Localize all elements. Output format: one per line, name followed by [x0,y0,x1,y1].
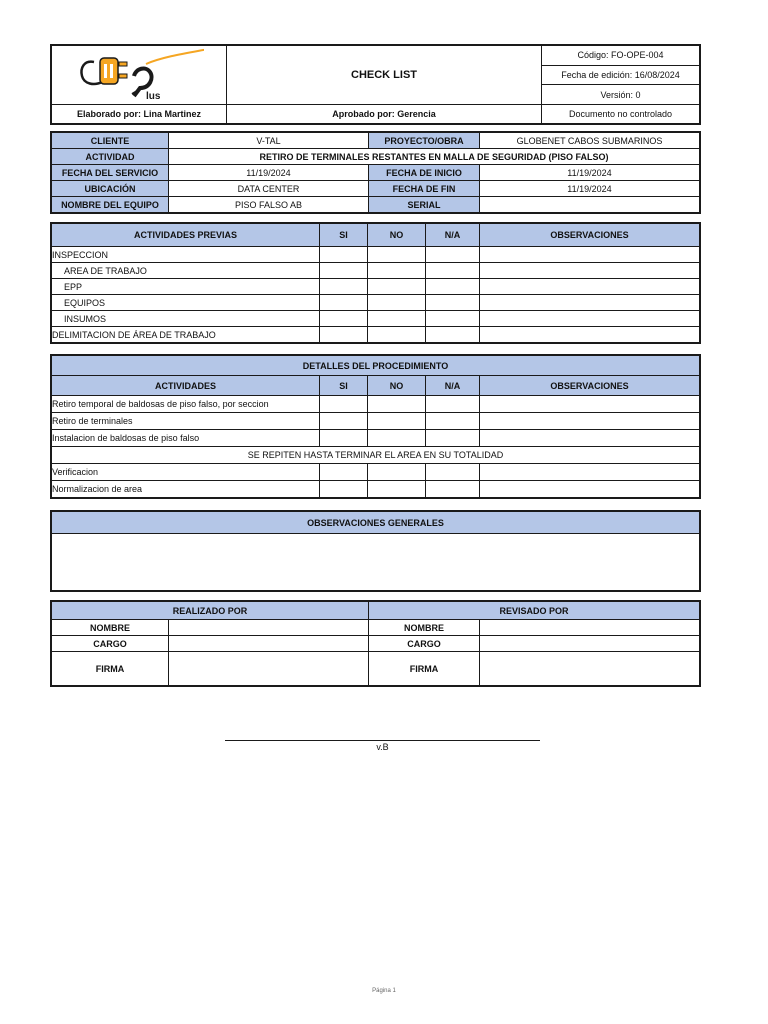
start-date-value[interactable]: 11/19/2024 [480,165,700,181]
check-na[interactable] [426,481,480,498]
general-observations-title: OBSERVACIONES GENERALES [52,512,700,534]
check-no[interactable] [368,327,426,343]
end-date-value[interactable]: 11/19/2024 [480,181,700,197]
check-si[interactable] [320,279,368,295]
observation-cell[interactable] [480,413,700,430]
col-na: N/A [426,224,480,247]
activity-name: EQUIPOS [52,295,320,311]
service-date-label: FECHA DEL SERVICIO [52,165,169,181]
check-na[interactable] [426,327,480,343]
reviewed-by-signature-field[interactable] [480,652,700,686]
service-info-table [50,131,701,214]
check-na[interactable] [426,263,480,279]
check-si[interactable] [320,327,368,343]
reviewed-by-name-field[interactable] [480,620,700,636]
logo-text: lus [146,91,161,102]
col-na: N/A [426,376,480,396]
check-no[interactable] [368,279,426,295]
check-si[interactable] [320,413,368,430]
done-by-name-label: NOMBRE [52,620,169,636]
activity-value[interactable]: RETIRO DE TERMINALES RESTANTES EN MALLA DE SEGURIDAD (PISO FALSO) [169,149,700,165]
table-row [52,413,700,430]
check-no[interactable] [368,247,426,263]
end-date-label: FECHA DE FIN [369,181,480,197]
procedure-step: Retiro temporal de baldosas de piso falso, por seccion [52,396,320,413]
check-na[interactable] [426,396,480,413]
observation-cell[interactable] [480,396,700,413]
col-activities: ACTIVIDADES [52,376,320,396]
repeat-note: SE REPITEN HASTA TERMINAR EL AREA EN SU TOTALIDAD [52,447,700,464]
reviewed-by-role-field[interactable] [480,636,700,652]
activity-name: INSPECCION [52,247,320,263]
observation-cell[interactable] [480,464,700,481]
check-na[interactable] [426,464,480,481]
activity-label: ACTIVIDAD [52,149,169,165]
table-row [52,279,700,295]
document-status: Documento no controlado [542,105,700,124]
table-row [52,396,700,413]
col-si: SI [320,376,368,396]
check-na[interactable] [426,413,480,430]
table-row [52,430,700,447]
company-logo [52,46,227,105]
done-by-header: REALIZADO POR [52,602,369,620]
check-na[interactable] [426,279,480,295]
check-si[interactable] [320,263,368,279]
procedure-step: Instalacion de baldosas de piso falso [52,430,320,447]
procedure-step: Retiro de terminales [52,413,320,430]
check-si[interactable] [320,311,368,327]
col-no: NO [368,376,426,396]
done-by-role-field[interactable] [169,636,369,652]
observation-cell[interactable] [480,481,700,498]
table-row [52,311,700,327]
project-label: PROYECTO/OBRA [369,133,480,149]
observation-cell[interactable] [480,279,700,295]
serial-value[interactable] [480,197,700,213]
check-no[interactable] [368,481,426,498]
approved-by: Aprobado por: Gerencia [227,105,542,124]
done-by-signature-label: FIRMA [52,652,169,686]
check-si[interactable] [320,295,368,311]
procedure-title: DETALLES DEL PROCEDIMIENTO [52,356,700,376]
col-no: NO [368,224,426,247]
observation-cell[interactable] [480,295,700,311]
previous-activities-table [50,222,701,344]
reviewed-by-role-label: CARGO [369,636,480,652]
col-observations: OBSERVACIONES [480,376,700,396]
edition-date: Fecha de edición: 16/08/2024 [542,65,700,85]
activity-name: INSUMOS [52,311,320,327]
document-title: CHECK LIST [227,46,542,105]
table-row [52,263,700,279]
col-si: SI [320,224,368,247]
activity-name: DELIMITACION DE ÁREA DE TRABAJO [52,327,320,343]
general-observations-field[interactable] [52,534,700,591]
team-value[interactable]: PISO FALSO AB [169,197,369,213]
col-observations: OBSERVACIONES [480,224,700,247]
prepared-by: Elaborado por: Lina Martinez [52,105,227,124]
check-si[interactable] [320,481,368,498]
check-no[interactable] [368,413,426,430]
observation-cell[interactable] [480,327,700,343]
page-footer: Página 1 [372,988,396,994]
procedure-step: Verificacion [52,464,320,481]
location-value[interactable]: DATA CENTER [169,181,369,197]
table-row [52,327,700,343]
check-no[interactable] [368,311,426,327]
check-no[interactable] [368,396,426,413]
team-label: NOMBRE DEL EQUIPO [52,197,169,213]
activity-name: AREA DE TRABAJO [52,263,320,279]
project-value[interactable]: GLOBENET CABOS SUBMARINOS [480,133,700,149]
check-si[interactable] [320,464,368,481]
check-no[interactable] [368,263,426,279]
start-date-label: FECHA DE INICIO [369,165,480,181]
check-no[interactable] [368,464,426,481]
serial-label: SERIAL [369,197,480,213]
observation-cell[interactable] [480,247,700,263]
reviewed-by-header: REVISADO POR [369,602,700,620]
table-row [52,247,700,263]
check-si[interactable] [320,430,368,447]
check-na[interactable] [426,430,480,447]
done-by-role-label: CARGO [52,636,169,652]
check-si[interactable] [320,396,368,413]
table-row [52,464,700,481]
plug-logo-icon [54,46,204,102]
check-no[interactable] [368,430,426,447]
document-code: Código: FO-OPE-004 [542,46,700,66]
done-by-signature-field[interactable] [169,652,369,686]
client-label: CLIENTE [52,133,169,149]
approval-signature-line: v.B [225,740,540,752]
reviewed-by-name-label: NOMBRE [369,620,480,636]
table-row [52,295,700,311]
document-header [50,44,701,125]
check-na[interactable] [426,311,480,327]
document-version: Versión: 0 [542,85,700,105]
procedure-details-table [50,354,701,499]
table-row [52,481,700,498]
reviewed-by-signature-label: FIRMA [369,652,480,686]
service-date-value[interactable]: 11/19/2024 [169,165,369,181]
observation-cell[interactable] [480,263,700,279]
general-observations [50,510,701,592]
check-si[interactable] [320,247,368,263]
check-na[interactable] [426,295,480,311]
signatures-table [50,600,701,687]
col-previous-activities: ACTIVIDADES PREVIAS [52,224,320,247]
check-na[interactable] [426,247,480,263]
observation-cell[interactable] [480,430,700,447]
done-by-name-field[interactable] [169,620,369,636]
procedure-step: Normalizacion de area [52,481,320,498]
activity-name: EPP [52,279,320,295]
check-no[interactable] [368,295,426,311]
observation-cell[interactable] [480,311,700,327]
location-label: UBICACIÓN [52,181,169,197]
client-value[interactable]: V-TAL [169,133,369,149]
